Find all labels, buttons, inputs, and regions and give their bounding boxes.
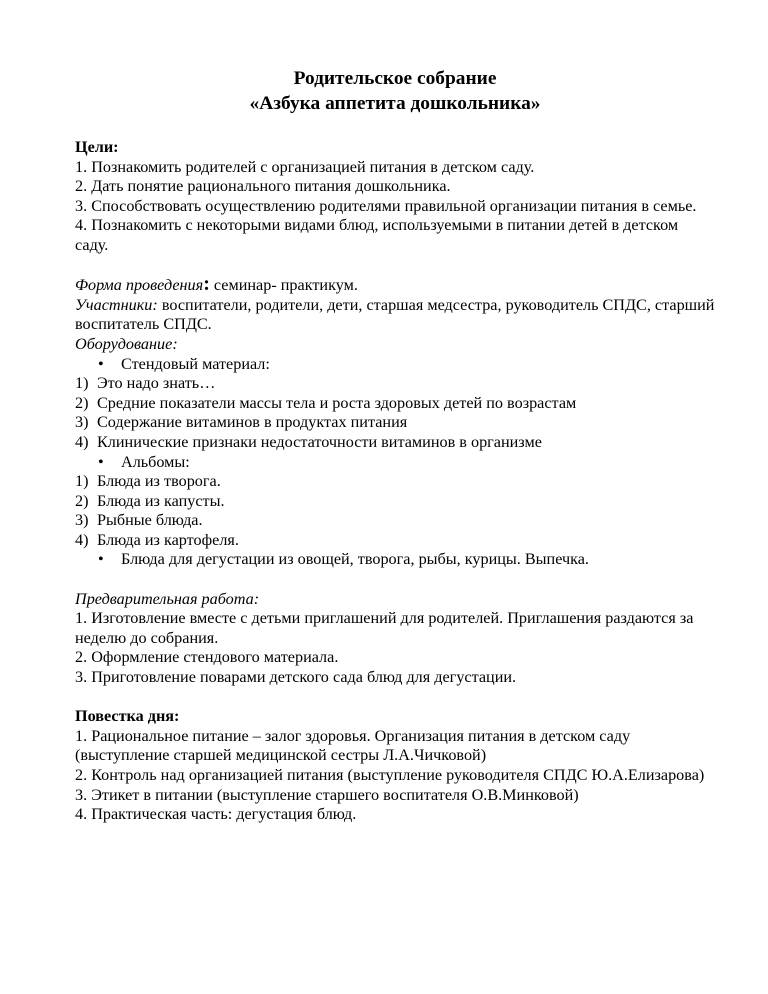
item-number: 2) xyxy=(75,491,89,510)
agenda-item-3: 3. Этикет в питании (выступление старшего воспитателя О.В.Минковой) xyxy=(75,785,579,804)
goals-heading: Цели: xyxy=(75,138,119,156)
item-text: Средние показатели массы тела и роста здоровых детей по возрастам xyxy=(97,393,577,412)
item-number: 3) xyxy=(75,511,89,530)
item-number: 3) xyxy=(75,413,89,432)
form-line xyxy=(75,275,715,296)
goal-item-3: 3. Способствовать осуществлению родителями правильной организации питания в семье. xyxy=(75,196,697,215)
goals-section xyxy=(75,138,715,256)
tasting-bullet-text: Блюда для дегустации из овощей, творога, рыбы, курицы. Выпечка. xyxy=(121,550,589,569)
tasting-bullet xyxy=(75,550,715,570)
stand-item-3 xyxy=(75,413,715,433)
participants-label: Участники: xyxy=(75,295,158,314)
title-line-2: «Азбука аппетита дошкольника» xyxy=(249,93,541,114)
item-text: Рыбные блюда. xyxy=(97,511,203,530)
item-number: 2) xyxy=(75,393,89,412)
stand-item-2 xyxy=(75,394,715,414)
goal-item-2: 2. Дать понятие рационального питания дошкольника. xyxy=(75,177,451,196)
prep-item-1: 1. Изготовление вместе с детьми приглашений для родителей. Приглашения раздаются за неделю до собрания. xyxy=(75,609,694,647)
form-value: семинар- практикум. xyxy=(209,276,358,295)
bullet-icon: • xyxy=(98,550,104,569)
goal-item-4: 4. Познакомить с некоторыми видами блюд, используемыми в питании детей в детском саду. xyxy=(75,216,679,254)
item-text: Содержание витаминов в продуктах питания xyxy=(97,413,408,432)
album-item-3 xyxy=(75,511,715,531)
participants-value: воспитатели, родители, дети, старшая медсестра, руководитель СПДС, старший воспитатель СПДС. xyxy=(75,295,715,334)
album-item-4 xyxy=(75,531,715,551)
item-number: 1) xyxy=(75,374,89,393)
item-text: Клинические признаки недостаточности витаминов в организме xyxy=(97,432,542,451)
bullet-icon: • xyxy=(98,452,104,471)
item-text: Блюда из капусты. xyxy=(97,491,225,510)
stand-bullet-text: Стендовый материал: xyxy=(121,354,270,373)
document-title xyxy=(75,66,715,116)
item-number: 4) xyxy=(75,530,89,549)
bullet-icon: • xyxy=(98,354,104,373)
stand-item-4 xyxy=(75,433,715,453)
prep-item-2: 2. Оформление стендового материала. xyxy=(75,648,339,667)
albums-bullet-text: Альбомы: xyxy=(121,452,190,471)
form-colon: : xyxy=(203,273,210,296)
item-text: Блюда из творога. xyxy=(97,472,221,491)
item-number: 4) xyxy=(75,432,89,451)
item-text: Блюда из картофеля. xyxy=(97,530,239,549)
form-label: Форма проведения xyxy=(75,276,204,295)
album-item-1 xyxy=(75,472,715,492)
stand-item-1 xyxy=(75,374,715,394)
albums-bullet xyxy=(75,453,715,473)
agenda-heading: Повестка дня: xyxy=(75,707,180,726)
album-item-2 xyxy=(75,492,715,512)
equipment-label: Оборудование: xyxy=(75,334,178,353)
agenda-item-4: 4. Практическая часть: дегустация блюд. xyxy=(75,805,357,824)
prep-item-3: 3. Приготовление поварами детского сада блюд для дегустации. xyxy=(75,668,517,687)
goal-item-1: 1. Познакомить родителей с организацией питания в детском саду. xyxy=(75,157,535,176)
document-page xyxy=(75,66,715,825)
prep-label: Предварительная работа: xyxy=(75,589,260,608)
prep-section xyxy=(75,590,715,688)
stand-bullet xyxy=(75,355,715,375)
agenda-section xyxy=(75,707,715,825)
title-line-1: Родительское собрание xyxy=(293,68,497,89)
agenda-item-1: 1. Рациональное питание – залог здоровья. Организация питания в детском саду (выступление старшей медицинской сестры Л.А.Чичковой) xyxy=(75,726,631,765)
agenda-item-2: 2. Контроль над организацией питания (выступление руководителя СПДС Ю.А.Елизарова) xyxy=(75,766,705,784)
item-number: 1) xyxy=(75,472,89,491)
participants-line xyxy=(75,296,715,335)
item-text: Это надо знать… xyxy=(97,374,216,393)
